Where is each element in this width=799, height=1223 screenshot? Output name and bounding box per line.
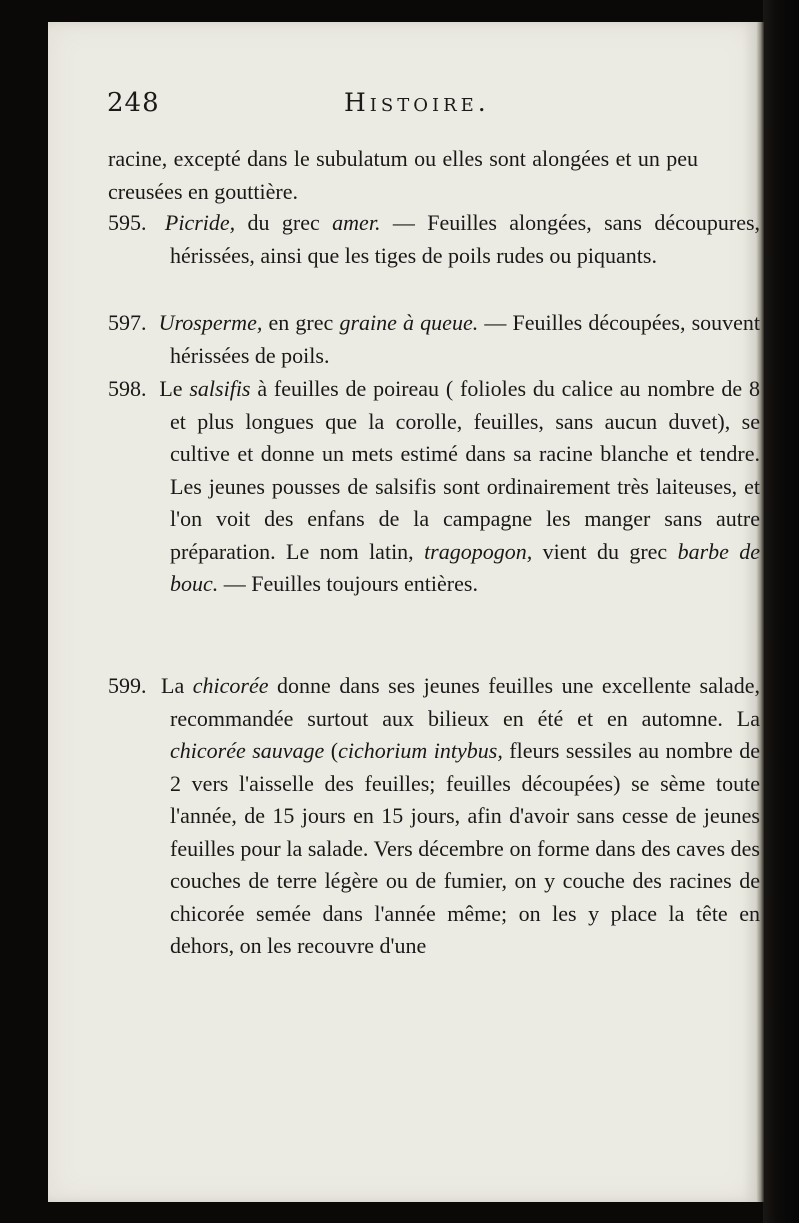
entry-595: [108, 207, 760, 272]
entry-599: [108, 670, 760, 963]
entry-text: (: [330, 738, 339, 763]
entry-number: 599.: [108, 673, 147, 698]
entry-term: tragopogon,: [424, 538, 533, 564]
continued-paragraph: [108, 143, 698, 208]
entry-text: en grec: [268, 310, 334, 335]
page-edge: [756, 22, 764, 1202]
entry-text: du grec: [247, 210, 320, 235]
entry-text: vient du grec: [542, 538, 668, 564]
book-gutter: [763, 0, 799, 1223]
entry-text: donne dans ses jeunes feuilles une excellente salade, recommandée surtout aux bilieux en été et en automne. La: [170, 673, 761, 731]
entry-text: — Feuilles découpées, souvent hérissées de poils.: [170, 310, 761, 368]
entry-text: à feuilles de poireau ( folioles du calice au nombre de 8 et plus longues que la corolle, feuilles, sans aucun duvet), se cultive et donne un mets estimé dans sa racine blanche et tendre. Les jeunes pousses de salsifis sont ordinairement très laiteuses, et l'on voit des enfans de la campagne les manger sans autre préparation. Le nom latin,: [170, 376, 760, 564]
entry-gloss: barbe de bouc.: [170, 538, 761, 596]
entry-text: fleurs sessiles au nombre de 2 vers l'aisselle des feuilles; feuilles découpées) se sème toute l'année, de 15 jours en 15 jours, afin d'avoir sans cesse de jeunes feuilles pour la salade. Vers décembre on forme dans des caves des couches de terre légère ou de fumier, on y couche des racines de chicorée semée dans l'année même; on les y place la tête en dehors, on les recouvre d'une: [170, 738, 760, 958]
entry-text: La: [161, 673, 185, 698]
entry-term: Picride,: [164, 210, 236, 235]
entry-gloss: graine à queue.: [339, 310, 479, 335]
entry-598: [108, 373, 760, 601]
entry-text: — Feuilles toujours entières.: [223, 571, 478, 596]
entry-text: racine, excepté dans le subulatum ou elles sont alongées et un peu creusées en gouttière.: [108, 146, 698, 204]
entry-term: Urosperme,: [158, 310, 263, 335]
entry-text: Le: [159, 376, 183, 401]
entry-number: 598.: [108, 376, 147, 401]
entry-gloss: amer.: [332, 210, 381, 235]
entry-597: [108, 307, 760, 372]
entry-term: salsifis: [189, 376, 251, 401]
page-number: 248: [107, 88, 160, 118]
entry-number: 595.: [108, 210, 147, 235]
page-header: [107, 88, 527, 128]
entry-term: cichorium intybus,: [338, 738, 503, 763]
entry-number: 597.: [108, 310, 147, 335]
entry-term: chicorée: [192, 673, 269, 698]
running-title: Histoire.: [344, 88, 490, 117]
entry-text: — Feuilles alongées, sans découpures, hérissées, ainsi que les tiges de poils rudes ou piquants.: [170, 210, 761, 268]
entry-term: chicorée sauvage: [170, 738, 325, 763]
